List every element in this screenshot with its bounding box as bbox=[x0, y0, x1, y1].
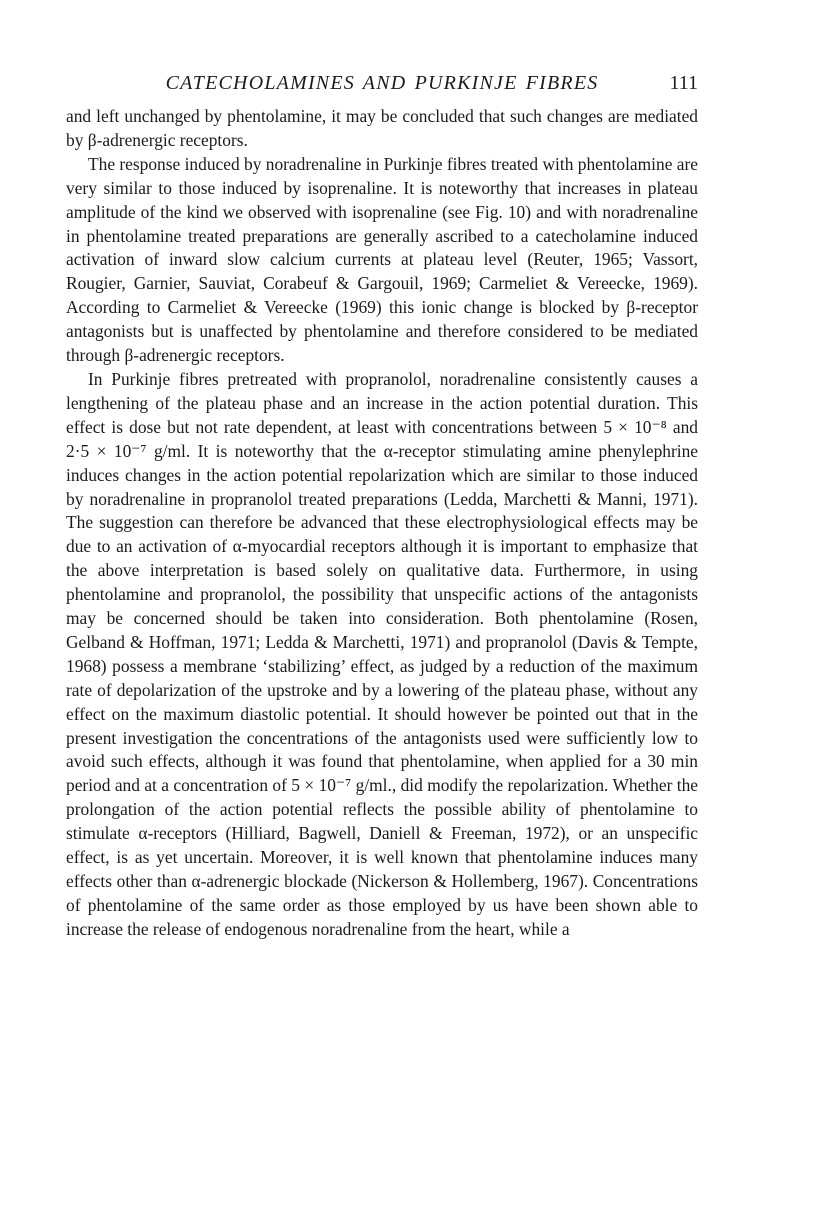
paragraph: The response induced by noradrenaline in Purkinje fibres treated with phentolamine are very similar to those induced by isoprenaline. It is noteworthy that increases in plateau amplitude of the kind we observed with isoprenaline (see Fig. 10) and with noradrenaline in phentolamine treated preparations are generally ascribed to a catecholamine induced activation of inward slow calcium currents at plateau level (Reuter, 1965; Vassort, Rougier, Garnier, Sauviat, Corabeuf & Gargouil, 1969; Carmeliet & Vereecke, 1969). According to Carmeliet & Vereecke (1969) this ionic change is blocked by β-receptor antagonists but is unaffected by phentolamine and therefore considered to be mediated through β-adrenergic receptors. bbox=[66, 153, 698, 366]
paragraph: In Purkinje fibres pretreated with propranolol, noradrenaline consistently causes a lengthening of the plateau phase and an increase in the action potential duration. This effect is dose but not rate dependent, at least with concentrations between 5 × 10⁻⁸ and 2·5 × 10⁻⁷ g/ml. It is noteworthy that the α-receptor stimulating amine phenylephrine induces changes in the action potential repolarization which are similar to those induced by noradrenaline in propranolol treated preparations (Ledda, Marchetti & Manni, 1971). The suggestion can therefore be advanced that these electrophysiological effects may be due to an activation of α-myocardial receptors although it is important to emphasize that the above interpretation is based solely on qualitative data. Furthermore, in using phentolamine and propranolol, the possibility that unspecific actions of the antagonists may be concerned should be taken into consideration. Both phentolamine (Rosen, Gelband & Hoffman, 1971; Ledda & Marchetti, 1971) and propranolol (Davis & Tempte, 1968) possess a membrane ‘stabilizing’ effect, as judged by a reduction of the maximum rate of depolarization of the upstroke and by a lowering of the plateau phase, without any effect on the maximum diastolic potential. It should however be pointed out that in the present investigation the concentrations of the antagonists used were sufficiently low to avoid such effects, although it was found that phentolamine, when applied for a 30 min period and at a concentration of 5 × 10⁻⁷ g/ml., did modify the repolarization. Whether the prolongation of the action potential reflects the possible ability of phentolamine to stimulate α-receptors (Hilliard, Bagwell, Daniell & Freeman, 1972), or an unspecific effect, is as yet uncertain. Moreover, it is well known that phentolamine induces many effects other than α-adrenergic blockade (Nickerson & Hollemberg, 1967). Concentrations of phentolamine of the same order as those employed by us have been shown able to increase the release of endogenous noradrenaline from the heart, while a bbox=[66, 368, 698, 939]
running-head bbox=[66, 72, 698, 100]
paragraph-continued: and left unchanged by phentolamine, it may be concluded that such changes are mediated by β-adrenergic receptors. bbox=[66, 106, 698, 150]
page-number: 111 bbox=[669, 72, 698, 94]
body-text bbox=[66, 105, 698, 942]
running-title: CATECHOLAMINES AND PURKINJE FIBRES bbox=[165, 72, 599, 94]
